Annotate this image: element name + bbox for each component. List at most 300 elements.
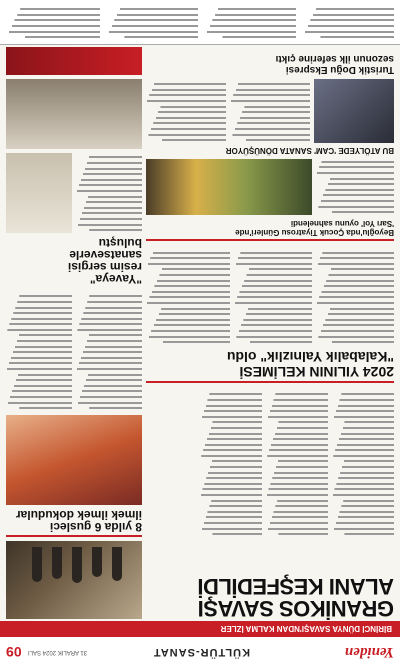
- text-line: [200, 475, 262, 481]
- text-line: [76, 322, 142, 328]
- text-line: [146, 126, 226, 132]
- text-line: [200, 481, 262, 487]
- text-line: [6, 338, 72, 344]
- text-line: [234, 289, 312, 295]
- text-line: [332, 509, 394, 515]
- text-line: [332, 526, 394, 532]
- text-line: [204, 29, 296, 35]
- exhibition-photo: [6, 153, 72, 233]
- text-line: [106, 29, 198, 35]
- express-headline: [146, 53, 394, 75]
- text-line: [316, 323, 394, 329]
- text-line: [6, 344, 72, 350]
- text-line: [106, 18, 198, 24]
- text-line: [230, 109, 310, 115]
- text-line: [6, 327, 72, 333]
- text-line: [234, 311, 312, 317]
- text-line: [332, 487, 394, 493]
- text-line: [6, 383, 72, 389]
- text-line: [200, 408, 262, 414]
- text-line: [266, 481, 328, 487]
- text-line: [146, 104, 226, 110]
- divider: [6, 535, 142, 537]
- text-line: [76, 355, 142, 361]
- theatre-photo: [146, 159, 312, 215]
- text-line: [76, 194, 142, 200]
- text-line: [146, 339, 230, 345]
- exhibition-headline-line-1: "Yaveya": [89, 272, 142, 286]
- text-line: [332, 459, 394, 465]
- text-line: [200, 392, 262, 398]
- text-line: [6, 333, 72, 339]
- text-line: [204, 23, 296, 29]
- text-line: [200, 470, 262, 476]
- text-line: [266, 520, 328, 526]
- text-line: [200, 515, 262, 521]
- text-line: [76, 299, 142, 305]
- text-line: [76, 349, 142, 355]
- text-line: [266, 492, 328, 498]
- text-line: [76, 327, 142, 333]
- text-line: [76, 344, 142, 350]
- text-line: [76, 372, 142, 378]
- text-line: [76, 177, 142, 183]
- kicker-band: [0, 621, 400, 635]
- text-line: [316, 317, 394, 323]
- lead-headline-line-2: ALANI KEŞFEDİLDİ: [197, 574, 394, 599]
- text-line: [266, 448, 328, 454]
- text-line: [6, 405, 72, 411]
- text-line: [200, 453, 262, 459]
- text-line: [200, 509, 262, 515]
- text-line: [146, 283, 230, 289]
- text-line: [200, 492, 262, 498]
- gusle-headline-line-1: 8 yılda 6 gusleci: [49, 520, 142, 534]
- exhibition-headline-line-4: buluştu: [98, 236, 142, 250]
- text-line: [204, 34, 296, 40]
- word-of-year-subhead: "Kalabalık Yalnızlık" oldu: [226, 349, 394, 365]
- text-line: [316, 176, 394, 182]
- gusle-column-1: [76, 291, 142, 411]
- text-line: [6, 34, 100, 40]
- text-line: [234, 328, 312, 334]
- text-line: [146, 121, 226, 127]
- text-line: [6, 394, 72, 400]
- figure-silhouette: [112, 547, 122, 581]
- gusle-headline: [6, 509, 142, 533]
- workshop-headline: BU ATÖLYEDE 'CAM' SANATA DÖNÜŞÜYOR: [225, 146, 394, 155]
- text-line: [76, 366, 142, 372]
- text-line: [146, 261, 230, 267]
- section-title: KÜLTÜR-SANAT: [152, 646, 250, 658]
- theatre-headline-line-1: Beyoğlu'nda Çocuk Tiyatrosu Günleri'nde: [235, 228, 394, 237]
- text-line: [6, 355, 72, 361]
- word-of-year-headline: [146, 349, 394, 379]
- text-line: [234, 323, 312, 329]
- lead-headline-line-1: GRANİKOS SAVAŞI: [198, 596, 394, 621]
- text-line: [200, 431, 262, 437]
- text-line: [200, 498, 262, 504]
- text-line: [316, 198, 394, 204]
- text-line: [234, 267, 312, 273]
- text-line: [106, 6, 198, 12]
- text-line: [230, 121, 310, 127]
- text-line: [76, 160, 142, 166]
- text-line: [316, 339, 394, 345]
- text-line: [234, 261, 312, 267]
- text-line: [146, 132, 226, 138]
- text-line: [146, 334, 230, 340]
- text-line: [302, 6, 394, 12]
- text-line: [302, 23, 394, 29]
- text-line: [6, 316, 72, 322]
- page-header: [0, 635, 400, 665]
- text-line: [146, 295, 230, 301]
- text-line: [76, 227, 142, 233]
- text-line: [316, 181, 394, 187]
- text-line: [266, 475, 328, 481]
- text-line: [6, 6, 100, 12]
- text-line: [6, 377, 72, 383]
- text-line: [230, 81, 310, 87]
- page-footer: [0, 0, 400, 45]
- express-photo: [6, 47, 142, 75]
- text-line: [146, 256, 230, 262]
- page-number: 09: [6, 644, 22, 660]
- text-line: [200, 403, 262, 409]
- text-line: [6, 23, 100, 29]
- footer-column-4: [6, 4, 100, 40]
- text-line: [146, 289, 230, 295]
- theatre-column-1: [316, 159, 394, 215]
- text-line: [332, 408, 394, 414]
- text-line: [266, 464, 328, 470]
- text-line: [146, 317, 230, 323]
- kicker-text: BİRİNCİ DÜNYA SAVAŞI'NDAN KALMA İZLER: [220, 624, 392, 633]
- text-line: [332, 464, 394, 470]
- text-line: [332, 420, 394, 426]
- text-line: [146, 272, 230, 278]
- lead-column-3: [200, 387, 262, 537]
- text-line: [230, 93, 310, 99]
- text-line: [266, 503, 328, 509]
- text-line: [76, 188, 142, 194]
- text-line: [332, 392, 394, 398]
- text-line: [200, 464, 262, 470]
- text-line: [200, 442, 262, 448]
- text-line: [234, 256, 312, 262]
- text-line: [234, 283, 312, 289]
- text-line: [332, 453, 394, 459]
- text-line: [234, 339, 312, 345]
- text-line: [316, 250, 394, 256]
- text-line: [200, 436, 262, 442]
- text-line: [146, 98, 226, 104]
- text-line: [6, 18, 100, 24]
- text-line: [302, 29, 394, 35]
- text-line: [76, 389, 142, 395]
- text-line: [266, 436, 328, 442]
- footer-column-2: [204, 4, 296, 40]
- text-line: [234, 334, 312, 340]
- text-line: [76, 316, 142, 322]
- text-line: [76, 361, 142, 367]
- text-line: [234, 306, 312, 312]
- lead-column-1: [332, 387, 394, 537]
- text-line: [234, 317, 312, 323]
- text-line: [200, 531, 262, 537]
- text-line: [6, 349, 72, 355]
- word-of-year-column-1: [316, 245, 394, 345]
- text-line: [266, 414, 328, 420]
- text-line: [6, 294, 72, 300]
- text-line: [76, 338, 142, 344]
- text-line: [332, 515, 394, 521]
- text-line: [76, 333, 142, 339]
- lead-photo: [6, 541, 142, 619]
- text-line: [146, 300, 230, 306]
- figure-silhouette: [52, 547, 62, 579]
- text-line: [230, 87, 310, 93]
- text-line: [146, 87, 226, 93]
- text-line: [204, 18, 296, 24]
- exhibition-headline-line-3: sanatseverle: [69, 248, 142, 262]
- text-line: [266, 420, 328, 426]
- text-line: [146, 311, 230, 317]
- text-line: [146, 109, 226, 115]
- text-line: [234, 300, 312, 306]
- text-line: [234, 272, 312, 278]
- text-line: [316, 278, 394, 284]
- text-line: [200, 414, 262, 420]
- text-line: [230, 104, 310, 110]
- text-line: [316, 267, 394, 273]
- text-line: [316, 261, 394, 267]
- text-line: [316, 328, 394, 334]
- text-line: [266, 509, 328, 515]
- text-line: [76, 400, 142, 406]
- text-line: [6, 389, 72, 395]
- text-line: [316, 283, 394, 289]
- text-line: [316, 256, 394, 262]
- text-line: [146, 306, 230, 312]
- text-line: [316, 159, 394, 165]
- text-line: [332, 498, 394, 504]
- divider: [146, 381, 394, 383]
- text-line: [266, 397, 328, 403]
- text-line: [266, 425, 328, 431]
- text-line: [6, 366, 72, 372]
- text-line: [146, 93, 226, 99]
- text-line: [6, 372, 72, 378]
- text-line: [230, 137, 310, 143]
- gusle-headline-line-2: ilmek ilmek dokudular: [15, 508, 142, 522]
- divider: [146, 239, 394, 241]
- word-of-year-column-3: [146, 245, 230, 345]
- text-line: [230, 126, 310, 132]
- text-line: [6, 322, 72, 328]
- text-line: [266, 526, 328, 532]
- text-line: [316, 170, 394, 176]
- text-line: [266, 459, 328, 465]
- masthead-logo: Yeniden: [344, 644, 394, 660]
- text-line: [76, 216, 142, 222]
- text-line: [316, 165, 394, 171]
- text-line: [266, 531, 328, 537]
- footer-column-3: [106, 4, 198, 40]
- text-line: [266, 487, 328, 493]
- text-line: [200, 448, 262, 454]
- workshop-photo: [314, 79, 394, 143]
- text-line: [106, 12, 198, 18]
- text-line: [266, 392, 328, 398]
- text-line: [266, 408, 328, 414]
- text-line: [6, 400, 72, 406]
- text-line: [316, 334, 394, 340]
- text-line: [200, 487, 262, 493]
- text-line: [234, 295, 312, 301]
- text-line: [76, 305, 142, 311]
- text-line: [266, 431, 328, 437]
- text-line: [316, 187, 394, 193]
- issue-date: 31 ARALIK 2024 SALI: [28, 649, 88, 655]
- lead-intro: [144, 541, 394, 571]
- text-line: [76, 222, 142, 228]
- text-line: [316, 289, 394, 295]
- text-line: [316, 295, 394, 301]
- text-line: [332, 481, 394, 487]
- text-line: [76, 199, 142, 205]
- text-line: [316, 193, 394, 199]
- text-line: [76, 377, 142, 383]
- text-line: [316, 204, 394, 210]
- text-line: [200, 520, 262, 526]
- text-line: [146, 81, 226, 87]
- lead-column-2: [266, 387, 328, 537]
- workshop-column-2: [146, 79, 226, 143]
- text-line: [266, 453, 328, 459]
- text-line: [332, 431, 394, 437]
- text-line: [302, 12, 394, 18]
- workshop-column-1: [230, 79, 310, 143]
- text-line: [302, 34, 394, 40]
- text-line: [332, 403, 394, 409]
- text-line: [316, 300, 394, 306]
- text-line: [6, 299, 72, 305]
- text-line: [76, 155, 142, 161]
- text-line: [332, 397, 394, 403]
- text-line: [316, 272, 394, 278]
- text-line: [204, 12, 296, 18]
- text-line: [230, 98, 310, 104]
- text-line: [6, 12, 100, 18]
- text-line: [332, 492, 394, 498]
- text-line: [266, 470, 328, 476]
- word-of-year-headline-line: 2024 YILININ KELİMESİ: [239, 364, 394, 380]
- text-line: [332, 436, 394, 442]
- exhibition-column-1: [76, 153, 142, 233]
- text-line: [200, 526, 262, 532]
- word-of-year-column-2: [234, 245, 312, 345]
- figure-silhouette: [72, 547, 82, 583]
- text-line: [146, 278, 230, 284]
- text-line: [200, 503, 262, 509]
- text-line: [146, 250, 230, 256]
- text-line: [316, 209, 394, 215]
- text-line: [76, 310, 142, 316]
- text-line: [230, 132, 310, 138]
- text-line: [332, 425, 394, 431]
- text-line: [200, 420, 262, 426]
- text-line: [106, 23, 198, 29]
- exhibition-headline: [6, 237, 142, 285]
- text-line: [76, 383, 142, 389]
- text-line: [76, 183, 142, 189]
- text-line: [106, 34, 198, 40]
- footer-column-1: [302, 4, 394, 40]
- text-line: [6, 29, 100, 35]
- text-line: [76, 205, 142, 211]
- theatre-headline-line-2: 'Sarı Yol' oyunu sahnelendi: [290, 219, 394, 228]
- text-line: [76, 171, 142, 177]
- text-line: [76, 294, 142, 300]
- lead-headline: [144, 575, 394, 619]
- express-headline-line-2: sezonun ilk seferine çıktı: [275, 53, 394, 64]
- text-line: [200, 459, 262, 465]
- exhibition-headline-line-2: resim sergisi: [67, 260, 142, 274]
- text-line: [230, 115, 310, 121]
- text-line: [332, 470, 394, 476]
- text-line: [266, 442, 328, 448]
- text-line: [76, 405, 142, 411]
- text-line: [76, 394, 142, 400]
- text-line: [332, 414, 394, 420]
- text-line: [234, 278, 312, 284]
- text-line: [200, 397, 262, 403]
- text-line: [76, 211, 142, 217]
- text-line: [332, 475, 394, 481]
- express-headline-line-1: Turistik Doğu Ekspresi: [285, 64, 394, 75]
- text-line: [6, 305, 72, 311]
- text-line: [316, 311, 394, 317]
- text-line: [6, 310, 72, 316]
- text-line: [332, 520, 394, 526]
- text-line: [332, 448, 394, 454]
- exhibition-group-photo: [6, 79, 142, 149]
- text-line: [146, 328, 230, 334]
- text-line: [6, 361, 72, 367]
- text-line: [76, 166, 142, 172]
- text-line: [146, 137, 226, 143]
- text-line: [332, 442, 394, 448]
- theatre-headline: [146, 219, 394, 237]
- figure-silhouette: [92, 547, 102, 577]
- text-line: [204, 6, 296, 12]
- gusle-photo: [6, 415, 142, 505]
- text-line: [234, 250, 312, 256]
- text-line: [316, 306, 394, 312]
- text-line: [302, 18, 394, 24]
- text-line: [332, 503, 394, 509]
- text-line: [332, 531, 394, 537]
- gusle-column-2: [6, 291, 72, 411]
- text-line: [266, 498, 328, 504]
- text-line: [200, 425, 262, 431]
- text-line: [146, 323, 230, 329]
- text-line: [146, 267, 230, 273]
- text-line: [266, 403, 328, 409]
- text-line: [266, 515, 328, 521]
